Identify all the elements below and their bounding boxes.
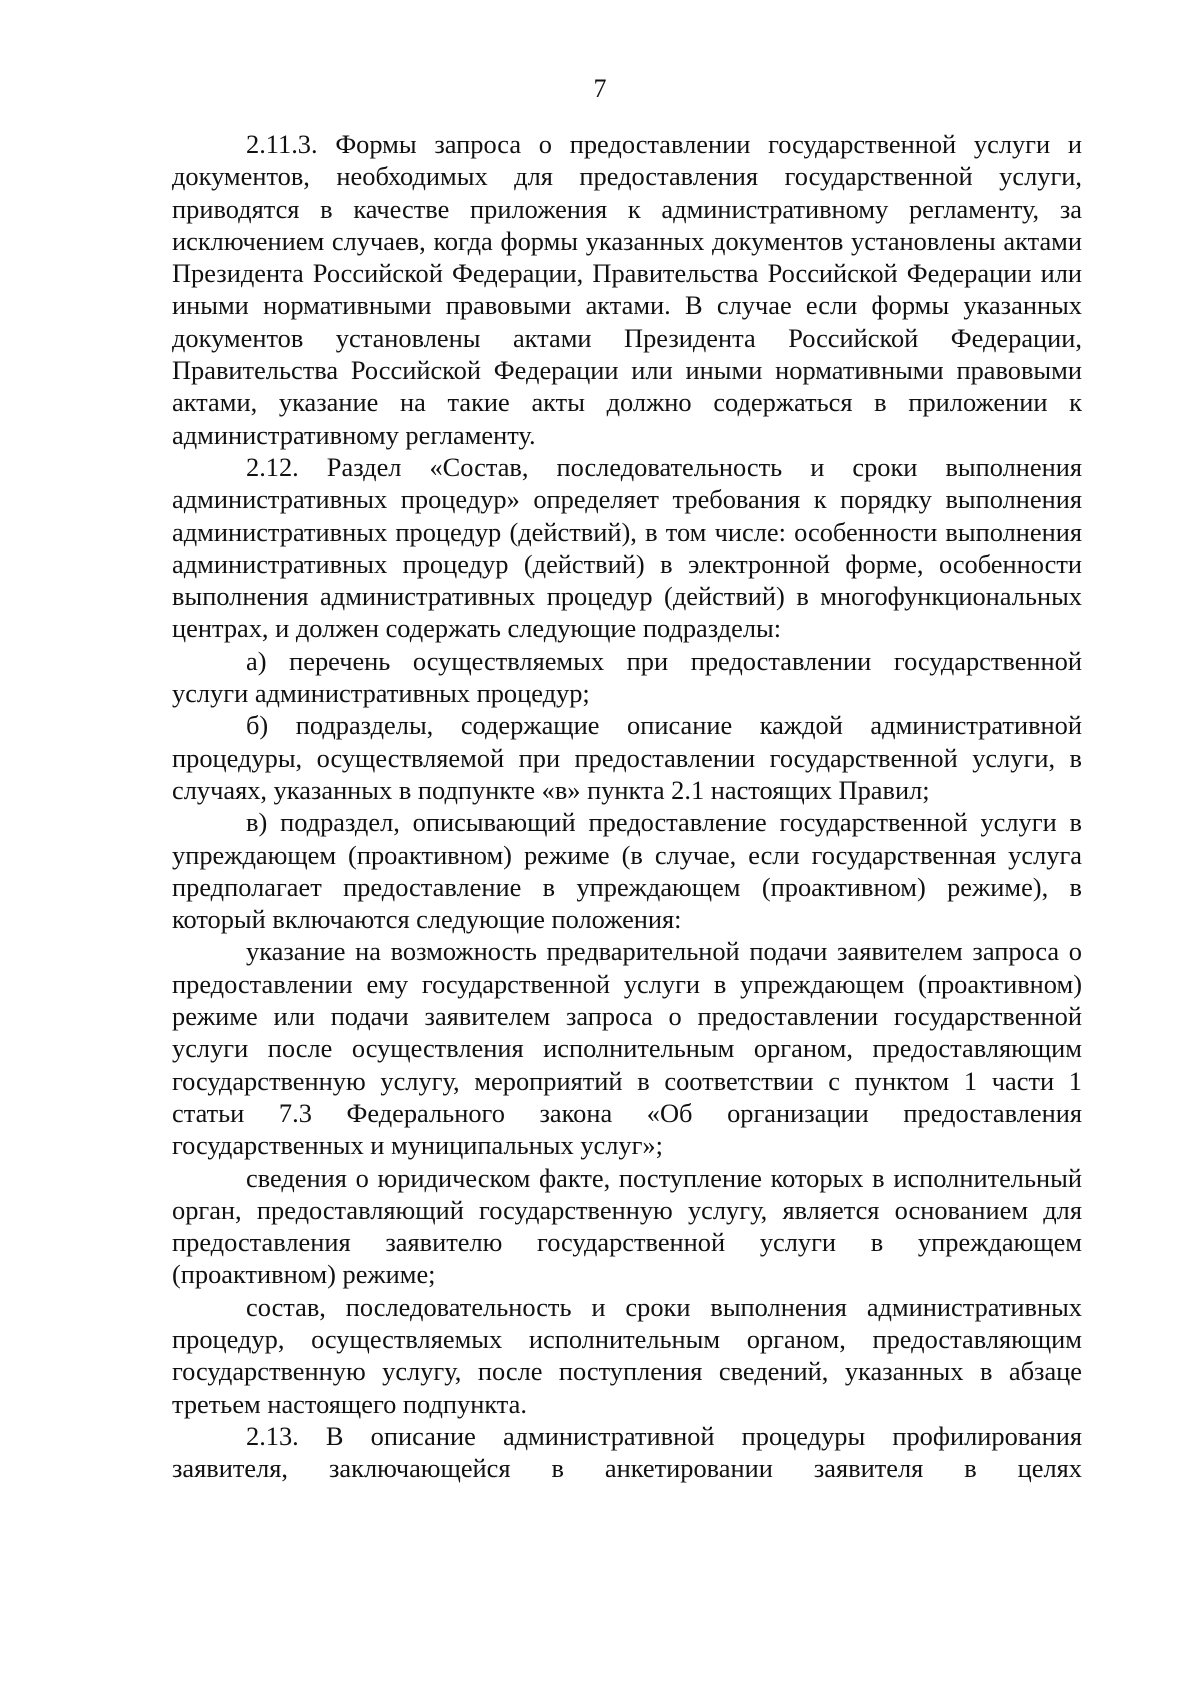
paragraph-2-12: 2.12. Раздел «Состав, последовательность и сроки выполнения административных процедур» определяет требования к порядку выполнения административных процедур (действий), в том числе: особенности выполнения административных процедур (действий) в электронной форме, особенности выполнения административных процедур (действий) в многофункциональных центрах, и должен содержать следующие подразделы: xyxy=(172,451,1082,644)
provision-preliminary-request: указание на возможность предварительной подачи заявителем запроса о предоставлении ему государственной услуги в упреждающем (проактивном) режиме или подачи заявителем запроса о предоставлении государственной услуги после осуществления исполнительным органом, предоставляющим государственную услугу, мероприятий в соответствии с пунктом 1 части 1 статьи 7.3 Федерального закона «Об организации предоставления государственных и муниципальных услуг»; xyxy=(172,936,1082,1161)
provision-legal-fact: сведения о юридическом факте, поступление которых в исполнительный орган, предоставляющий государственную услугу, является основанием для предоставления заявителю государственной услуги в упреждающем (проактивном) режиме; xyxy=(172,1162,1082,1290)
subitem-b: б) подразделы, содержащие описание каждой административной процедуры, осуществляемой при предоставлении государственной услуги, в случаях, указанных в подпункте «в» пункта 2.1 настоящих Правил; xyxy=(172,710,1082,805)
provision-procedures: состав, последовательность и сроки выполнения административных процедур, осуществляемых исполнительным органом, предоставляющим государственную услугу, после поступления сведений, указанных в абзаце третьем настоящего подпункта. xyxy=(172,1291,1082,1419)
paragraph-2-13: 2.13. В описание административной процедуры профилирования заявителя, заключающейся в анкетировании заявителя в целях xyxy=(172,1420,1082,1484)
subitem-a: а) перечень осуществляемых при предоставлении государственной услуги административных процедур; xyxy=(172,645,1082,709)
paragraph-2-11-3: 2.11.3. Формы запроса о предоставлении государственной услуги и документов, необходимых для предоставления государственной услуги, приводятся в качестве приложения к административному регламенту, за исключением случаев, когда формы указанных документов установлены актами Президента Российской Федерации, Правительства Российской Федерации или иными нормативными правовыми актами. В случае если формы указанных документов установлены актами Президента Российской Федерации, Правительства Российской Федерации или иными нормативными правовыми актами, указание на такие акты должно содержаться в приложении к административному регламенту. xyxy=(172,129,1082,450)
subitem-v: в) подраздел, описывающий предоставление государственной услуги в упреждающем (проактивном) режиме (в случае, если государственная услуга предполагает предоставление в упреждающем (проактивном) режиме), в который включаются следующие положения: xyxy=(172,807,1082,935)
document-body xyxy=(172,128,1082,1484)
page-number: 7 xyxy=(593,74,607,103)
